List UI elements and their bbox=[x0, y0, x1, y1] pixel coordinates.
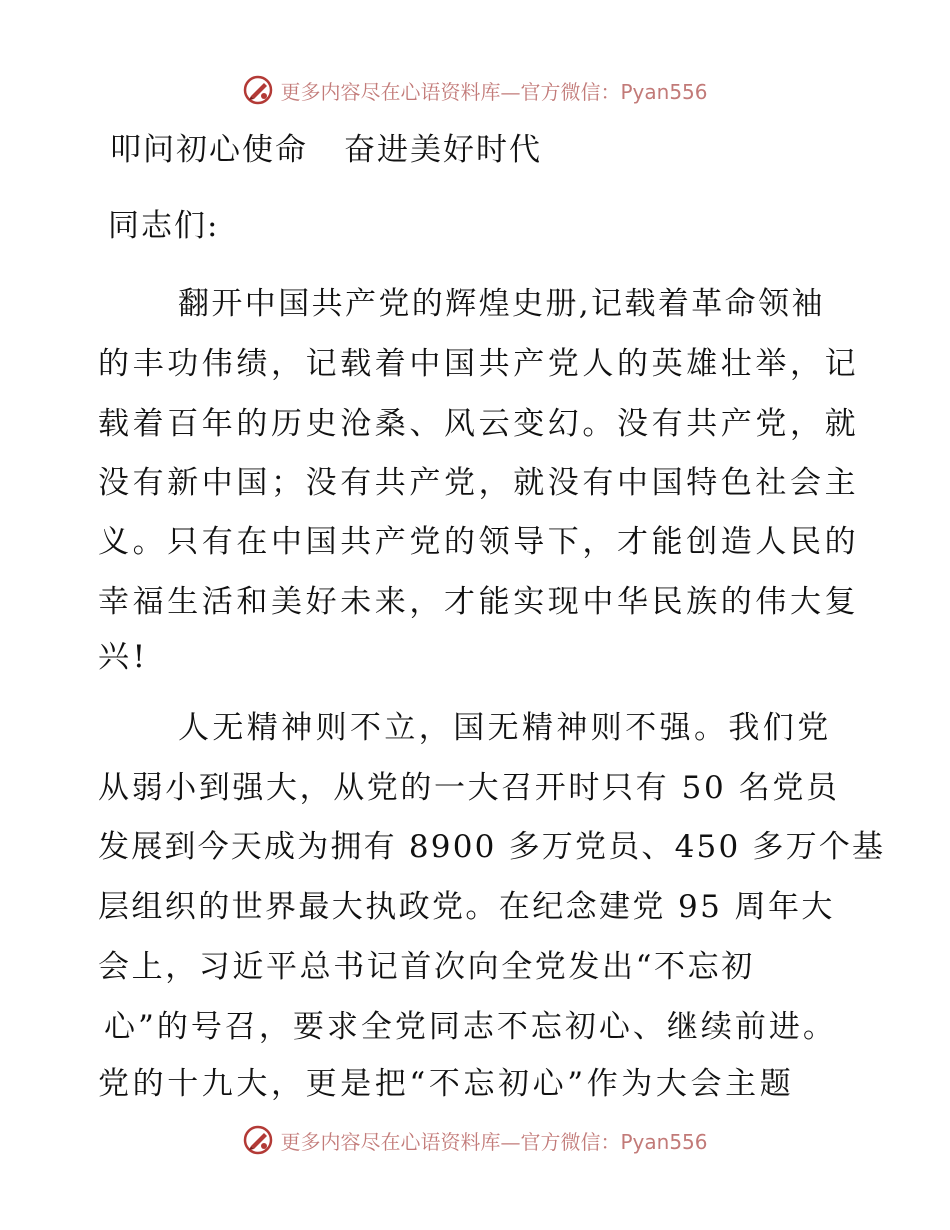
paragraph-line: 党的十九大，更是把“不忘初心”作为大会主题 bbox=[98, 1066, 795, 1102]
paragraph-line: 载着百年的历史沧桑、风云变幻。没有共产党，就 bbox=[98, 406, 860, 442]
document-title bbox=[110, 124, 542, 169]
pen-logo-icon bbox=[242, 1124, 274, 1156]
paragraph-line: 义。只有在中国共产党的领导下，才能创造人民的 bbox=[98, 524, 860, 560]
paragraph-line: 幸福生活和美好未来，才能实现中华民族的伟大复 bbox=[98, 584, 860, 620]
paragraph-line: 发展到今天成为拥有 8900 多万党员、450 多万个基 bbox=[98, 829, 886, 865]
watermark-text: 更多内容尽在心语资料库—官方微信：Pyan556 bbox=[280, 79, 708, 104]
paragraph-line: 会上，习近平总书记首次向全党发出“不忘初 bbox=[98, 949, 755, 985]
paragraph-line: 兴! bbox=[98, 639, 149, 675]
paragraph-line: 从弱小到强大，从党的一大召开时只有 50 名党员 bbox=[98, 770, 840, 806]
watermark-text: 更多内容尽在心语资料库—官方微信：Pyan556 bbox=[280, 1129, 708, 1154]
footer-watermark bbox=[0, 1120, 950, 1160]
paragraph-line: 没有新中国；没有共产党，就没有中国特色社会主 bbox=[98, 465, 860, 501]
greeting: 同志们: bbox=[108, 208, 220, 244]
title-part-2: 奋进美好时代 bbox=[344, 132, 542, 168]
pen-logo-icon bbox=[242, 74, 274, 106]
paragraph-line: 翻开中国共产党的辉煌史册,记载着革命领袖 bbox=[178, 286, 825, 322]
paragraph-line: 人无精神则不立，国无精神则不强。我们党 bbox=[178, 710, 832, 746]
header-watermark bbox=[0, 70, 950, 110]
title-part-1: 叩问初心使命 bbox=[110, 132, 308, 168]
paragraph-line: 层组织的世界最大执政党。在纪念建党 95 周年大 bbox=[98, 889, 835, 925]
paragraph-line: 的丰功伟绩，记载着中国共产党人的英雄壮举，记 bbox=[98, 346, 860, 382]
paragraph-line: 心”的号召，要求全党同志不忘初心、继续前进。 bbox=[104, 1009, 837, 1045]
